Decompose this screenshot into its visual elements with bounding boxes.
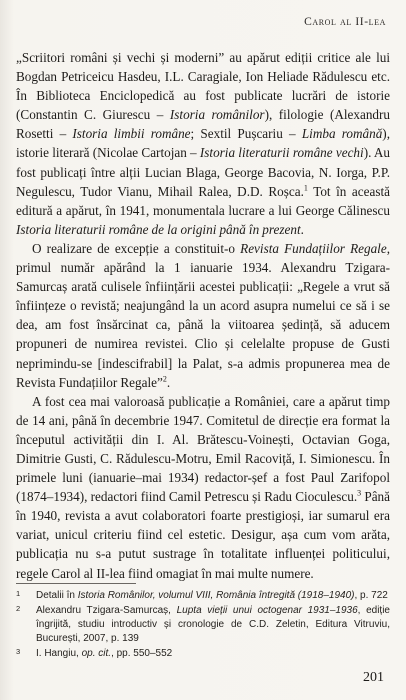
italic-title: Limba română [301,126,383,142]
italic-title: Istoria românilor [169,107,265,123]
paragraph-1 [16,48,390,239]
body-text [16,48,390,583]
italic-title: Istoria Românilor, volumul VIII, România întregită (1918–1940) [77,590,355,601]
footnote-1 [16,589,390,603]
footnote-divider [16,583,136,584]
text-run: ). Au fost publicați între alții Lucian Blaga, George Bacovia, N. Iorga, P.P. Negulescu, Tudor Vianu, Mihail Ralea, D.D. Roșca. [16,145,391,199]
text-run: , primul număr apărând la 1 ianuarie 1934. Alexandru Tzigara-Samurcaș arată culisele înființării acestei publicații: „Regele a vrut să înființeze o revistă; neajungând la un acord asupra numelui ce să i se dea, am fost însărcinat ca, până la viitoarea ședință, să aducem propuneri de numirea revistei. Clio și celelalte propuse de Gusti neprimindu-se [indescifrabil] la Palat, s-a admis propunerea mea de Revista Fundațiilor Regale” [16,240,390,390]
text-run: „Scriitori români și vechi și moderni” au apărut ediții critice ale lui Bogdan Petriceicu Hasdeu, I.L. Caragiale, Ion Heliade Rădulescu etc. În Biblioteca Enciclopedică au fost publicate lucrări de istorie (Constantin C. Giurescu – [16,50,390,123]
italic-title: Lupta vieții unui octogenar 1931–1936 [176,605,358,616]
running-head: Carol al II-lea [304,16,386,28]
italic-title: Revista Fundațiilor Regale [240,240,387,256]
text-run: . [166,374,171,390]
footnote-marker: 2 [162,374,167,384]
text-run: Până în 1940, revista a avut colaboratori foarte prestigioși, iar sumarul era variat, unicul criteriu fiind cel estetic. Desigur, așa cum vom arăta, publicația nu s-a putut sustrage în totalitate influenței politicului, regele Carol al II-lea fiind omagiat în mai multe numere. [16,489,390,581]
text-run: A fost cea mai valoroasă publicație a României, care a apărut timp de 14 ani, până în decembrie 1947. Comitetul de direcție era format la începutul activității din I. Al. Brătescu-Voinești, Octavian Goga, Dimitrie Gusti, C. Rădulescu-Motru, Emil Racoviță, I. Simionescu. În primele luni (ianuarie–mai 1934) redactor-șef a fost Paul Zarifopol (1874–1934), redactori fiind Camil Petrescu și Radu Cioculescu. [16,393,390,505]
text-run: , p. 722 [354,590,388,601]
text-run: ), istorie literară (Nicolae Cartojan – [16,126,390,161]
text-run: Tot în această editură a apărut, în 1941, monumentala lucrare a lui George Călinescu [16,183,390,218]
paragraph-2 [16,239,390,392]
footnote-number: 1 [16,589,21,598]
italic-title: Istoria literaturii române vechi [199,145,364,161]
text-run: Detalii în [36,590,78,601]
italic-title: Istoria limbii române [72,126,191,142]
footnote-3 [16,647,390,661]
footnotes [16,589,390,662]
text-run: O realizare de excepție a constituit-o [32,240,241,256]
text-run: ), filologie (Alexandru Rosetti – [16,107,390,142]
paragraph-3 [16,392,390,583]
text-run: , ediție îngrijită, studiu introductiv și cronologie de C.D. Zeletin, Editura Vitruviu, București, 2007, p. 139 [36,605,390,644]
footnote-marker: 1 [303,183,308,193]
text-run: Alexandru Tzigara-Samurcaș, [36,605,177,616]
text-run: , pp. 550–552 [111,648,173,659]
page-number: 201 [363,670,384,685]
italic-title: Istoria literaturii române de la origini până în prezent [16,221,301,237]
footnote-marker: 3 [357,488,362,498]
text-run: I. Hangiu, [36,648,82,659]
text-run: . [300,221,304,237]
footnote-number: 2 [16,604,21,613]
text-run: ; Sextil Pușcariu – [190,126,302,142]
footnote-2 [16,604,390,646]
italic-title: op. cit. [81,648,112,659]
footnote-number: 3 [16,647,21,656]
